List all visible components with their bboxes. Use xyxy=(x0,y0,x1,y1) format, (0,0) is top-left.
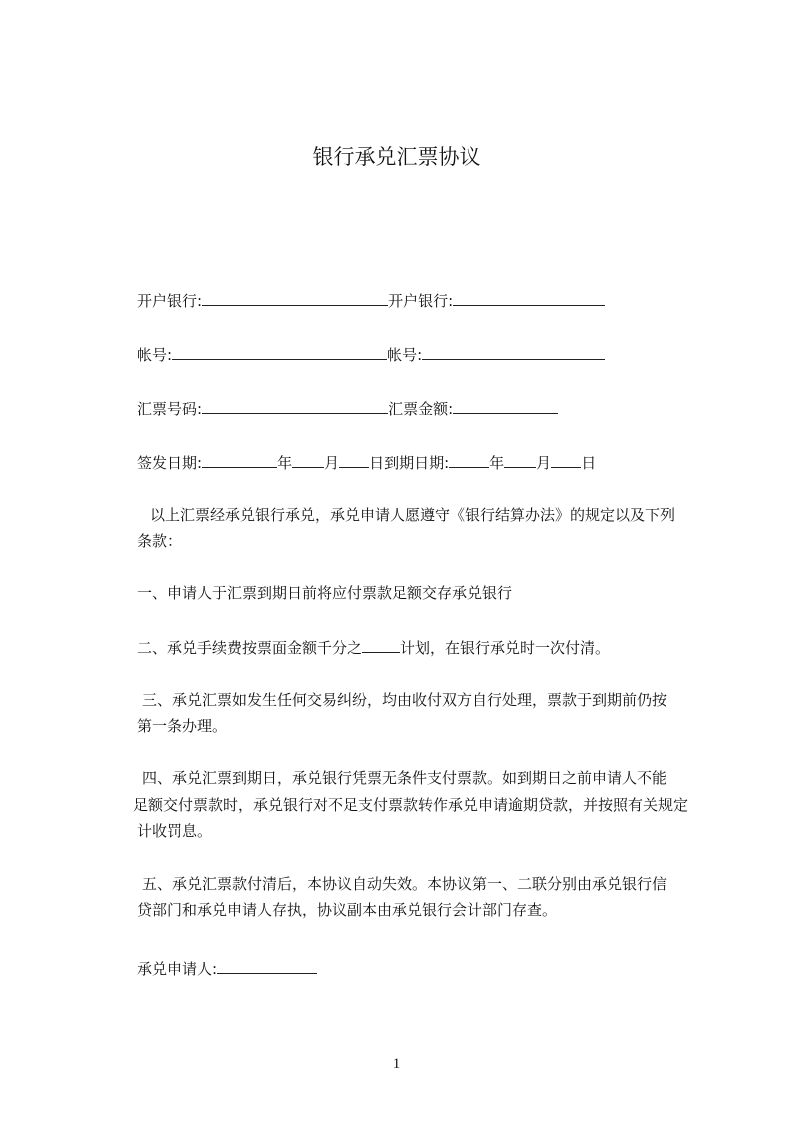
due-year-blank[interactable] xyxy=(449,453,489,468)
clause-5-line: 五、承兑汇票款付清后，本协议自动失效。本协议第一、二联分别由承兑银行信 xyxy=(142,875,668,893)
clause-1: 一、申请人于汇票到期日前将应付票款足额交存承兑银行 xyxy=(137,584,513,602)
intro-line: 条款： xyxy=(137,532,183,550)
payer-bank-label: 开户银行: xyxy=(137,292,203,310)
document-title: 银行承兑汇票协议 xyxy=(312,145,481,169)
draft-amount-blank[interactable] xyxy=(453,399,558,414)
draft-row xyxy=(137,399,558,418)
due-date-label: 日到期日期: xyxy=(369,454,450,472)
draft-number-blank[interactable] xyxy=(202,399,388,414)
payee-bank-blank[interactable] xyxy=(453,291,605,306)
clause-4-line: 足额交付票款时，承兑银行对不足支付票款转作承兑申请逾期贷款，并按照有关规定 xyxy=(133,796,689,814)
due-month-blank[interactable] xyxy=(504,453,536,468)
clause-4-line: 四、承兑汇票到期日，承兑银行凭票无条件支付票款。如到期日之前申请人不能 xyxy=(142,769,668,787)
page-number: 1 xyxy=(392,1056,401,1072)
clause-5-line: 贷部门和承兑申请人存执，协议副本由承兑银行会计部门存查。 xyxy=(137,901,558,919)
intro-line: 以上汇票经承兑银行承兑，承兑申请人愿遵守《银行结算办法》的规定以及下列 xyxy=(150,506,676,524)
issue-date-label: 签发日期: xyxy=(137,454,203,472)
clause-3-line: 第一条办理。 xyxy=(137,717,228,735)
fee-rate-blank[interactable] xyxy=(362,638,400,653)
clause-2-text: 计划，在银行承兑时一次付清。 xyxy=(400,639,611,657)
payee-account-blank[interactable] xyxy=(422,345,605,360)
date-row xyxy=(137,453,596,472)
clause-4-line: 计收罚息。 xyxy=(137,822,213,840)
issue-year-blank[interactable] xyxy=(202,453,277,468)
month-label: 月 xyxy=(324,454,340,472)
issue-day-blank[interactable] xyxy=(339,453,369,468)
day-label: 日 xyxy=(581,454,597,472)
issue-month-blank[interactable] xyxy=(292,453,324,468)
payer-account-label: 帐号: xyxy=(137,346,173,364)
clause-2 xyxy=(137,638,610,657)
payee-bank-label: 开户银行: xyxy=(388,292,454,310)
due-day-blank[interactable] xyxy=(551,453,581,468)
clause-3-line: 三、承兑汇票如发生任何交易纠纷，均由收付双方自行处理，票款于到期前仍按 xyxy=(142,691,668,709)
payee-account-label: 帐号: xyxy=(387,346,423,364)
year-label: 年 xyxy=(489,454,505,472)
applicant-blank[interactable] xyxy=(217,959,317,974)
applicant-row xyxy=(137,959,317,978)
bank-row xyxy=(137,291,605,310)
applicant-label: 承兑申请人: xyxy=(137,960,218,978)
draft-amount-label: 汇票金额: xyxy=(388,400,454,418)
payer-bank-blank[interactable] xyxy=(202,291,388,306)
payer-account-blank[interactable] xyxy=(172,345,387,360)
draft-number-label: 汇票号码: xyxy=(137,400,203,418)
account-row xyxy=(137,345,605,364)
clause-2-text: 二、承兑手续费按票面金额千分之 xyxy=(137,639,363,657)
year-label: 年 xyxy=(277,454,293,472)
month-label: 月 xyxy=(536,454,552,472)
